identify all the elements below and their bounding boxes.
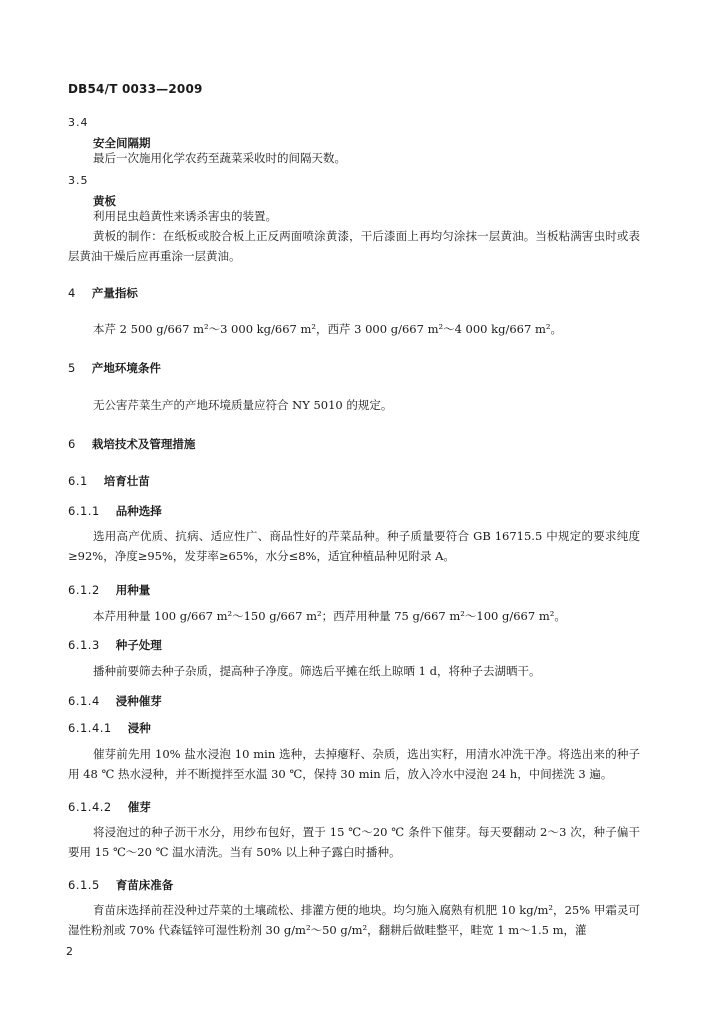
definition-yellow-board: 利用昆虫趋黄性来诱杀害虫的装置。	[93, 209, 277, 223]
seedbed-preparation-paragraph: 育苗床选择前茬没种过芹菜的土壤疏松、排灌方便的地块。均匀施入腐熟有机肥 10 kg/m²，25% 甲霜灵可湿性粉剂或 70% 代森锰锌可湿性粉剂 30 g/m²～50 g/m²，翻耕后做畦整平，畦宽 1 m～1.5 m，灌	[68, 903, 640, 937]
section-title: 栽培技术及管理措施	[91, 437, 196, 451]
variety-selection-paragraph: 选用高产优质、抗病、适应性广、商品性好的芹菜品种。种子质量要符合 GB 16715.5 中规定的要求纯度≥92%，净度≥95%，发芽率≥65%，水分≤8%，适宜种植品种见附录 A。	[68, 529, 640, 563]
term-safety-interval: 安全间隔期	[93, 136, 151, 150]
section-title: 种子处理	[115, 638, 162, 652]
seed-amount-paragraph: 本芹用种量 100 g/667 m²～150 g/667 m²；西芹用种量 75 g/667 m²～100 g/667 m²。	[93, 609, 566, 623]
section-number: 6.1.4	[68, 694, 100, 708]
seed-soaking-paragraph: 催芽前先用 10% 盐水浸泡 10 min 选种，去掉瘪籽、杂质，选出实籽，用清水冲洗干净。将选出来的种子用 48 ℃ 热水浸种，并不断搅拌至水温 30 ℃，保持 30 min 后，放入冷水中浸泡 24 h，中间搓洗 3 遍。	[68, 747, 640, 781]
section-6-1-heading	[68, 473, 150, 489]
yield-paragraph: 本芹 2 500 g/667 m²～3 000 kg/667 m²，西芹 3 000 g/667 m²～4 000 kg/667 m²。	[93, 322, 562, 336]
section-5-heading	[68, 360, 161, 376]
environment-paragraph: 无公害芹菜生产的产地环境质量应符合 NY 5010 的规定。	[93, 398, 393, 412]
section-4-heading	[68, 285, 138, 301]
document-code: DB54/T 0033—2009	[68, 82, 203, 96]
section-6-1-4-1-heading	[68, 720, 151, 736]
section-6-1-4-2-heading	[68, 799, 151, 815]
section-title: 催芽	[127, 800, 151, 814]
germination-paragraph: 将浸泡过的种子沥干水分，用纱布包好，置于 15 ℃～20 ℃ 条件下催芽。每天要翻动 2～3 次，种子偏干要用 15 ℃～20 ℃ 温水清洗。当有 50% 以上种子露白时播种。	[68, 825, 640, 859]
section-number: 6.1.1	[68, 504, 100, 518]
section-6-1-1-heading	[68, 503, 162, 519]
section-title: 用种量	[115, 583, 151, 597]
page-number: 2	[66, 945, 73, 958]
section-title: 培育壮苗	[103, 474, 150, 488]
section-title: 浸种催芽	[115, 694, 162, 708]
clause-number-3-5: 3.5	[68, 174, 89, 187]
section-number: 6.1	[68, 474, 88, 488]
clause-number-3-4: 3.4	[68, 116, 89, 129]
section-title: 育苗床准备	[115, 878, 174, 892]
seed-treatment-paragraph: 播种前要筛去种子杂质，提高种子净度。筛选后平摊在纸上晾晒 1 d，将种子去湖晒干。	[93, 664, 541, 678]
section-number: 6.1.4.2	[68, 800, 112, 814]
section-title: 产地环境条件	[91, 361, 161, 375]
section-number: 4	[68, 286, 76, 300]
section-6-1-2-heading	[68, 582, 150, 598]
section-number: 6.1.5	[68, 878, 100, 892]
section-number: 6.1.4.1	[68, 721, 112, 735]
definition-safety-interval: 最后一次施用化学农药至蔬菜采收时的间隔天数。	[93, 151, 346, 165]
section-number: 6.1.3	[68, 638, 100, 652]
section-6-1-3-heading	[68, 637, 162, 653]
section-number: 6.1.2	[68, 583, 100, 597]
section-number: 6	[68, 437, 76, 451]
yellow-board-making-paragraph: 黄板的制作：在纸板或胶合板上正反两面喷涂黄漆，干后漆面上再均匀涂抹一层黄油。当板粘满害虫时或表层黄油干燥后应再重涂一层黄油。	[68, 229, 640, 263]
section-title: 产量指标	[91, 286, 138, 300]
section-6-1-5-heading	[68, 877, 173, 893]
section-6-1-4-heading	[68, 693, 162, 709]
section-6-heading	[68, 436, 195, 452]
section-number: 5	[68, 361, 76, 375]
section-title: 浸种	[127, 721, 151, 735]
section-title: 品种选择	[115, 504, 162, 518]
term-yellow-board: 黄板	[93, 194, 116, 208]
